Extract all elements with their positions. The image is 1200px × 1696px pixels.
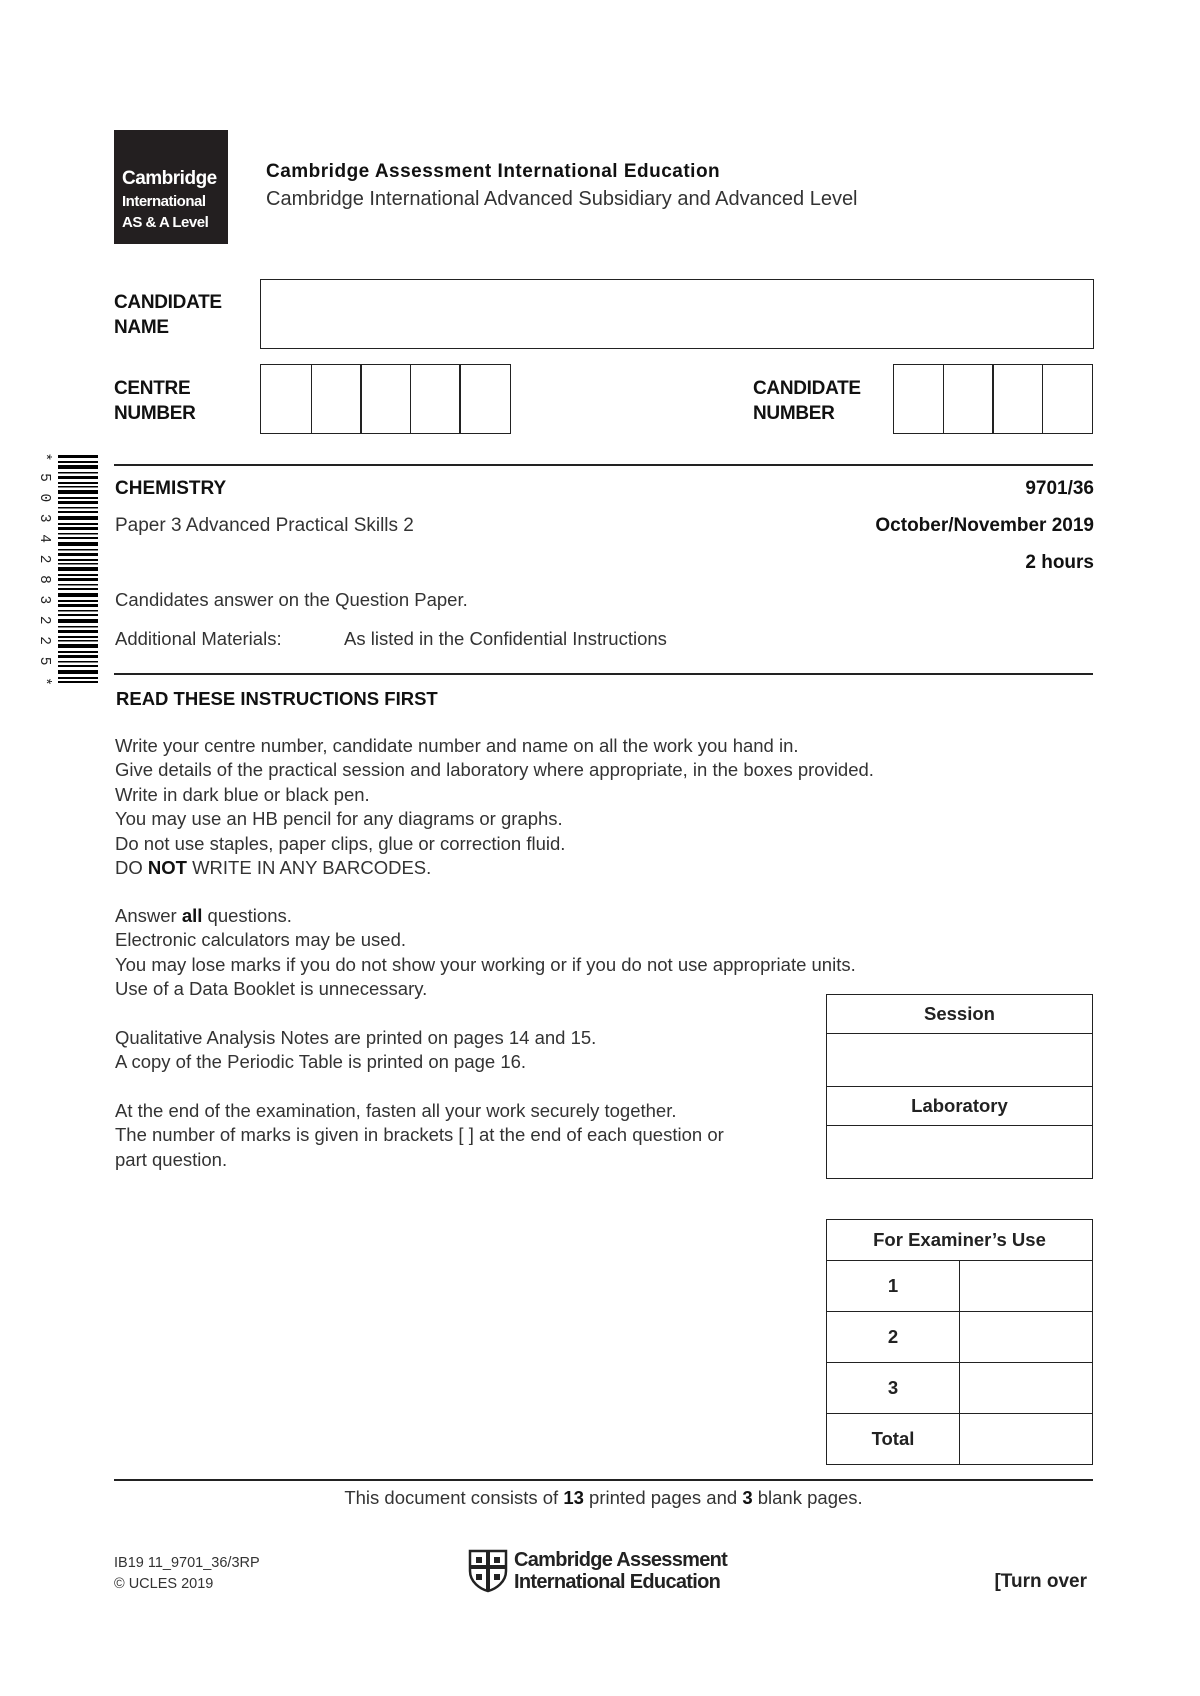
materials-value: As listed in the Confidential Instructions xyxy=(344,628,667,649)
candidate-number-digit[interactable] xyxy=(992,364,1043,434)
instruction-line: Electronic calculators may be used. xyxy=(115,929,406,951)
answer-note: Candidates answer on the Question Paper. xyxy=(115,589,468,610)
laboratory-label: Laboratory xyxy=(827,1087,1093,1126)
session-laboratory-table xyxy=(826,994,1093,1179)
paper-title: Paper 3 Advanced Practical Skills 2 xyxy=(115,515,414,536)
instruction-line: You may use an HB pencil for any diagrams or graphs. xyxy=(115,808,563,830)
document-reference xyxy=(114,1553,260,1595)
examiner-title: For Examiner’s Use xyxy=(827,1220,1093,1261)
reference-code: IB19 11_9701_36/3RP xyxy=(114,1555,260,1571)
divider xyxy=(114,1479,1093,1481)
total-mark-cell[interactable] xyxy=(960,1414,1093,1465)
instruction-line: Use of a Data Booklet is unnecessary. xyxy=(115,978,428,1000)
instruction-line: A copy of the Periodic Table is printed on page 16. xyxy=(115,1051,527,1073)
centre-number-digit[interactable] xyxy=(410,364,461,434)
logo-line-1: Cambridge xyxy=(122,168,217,189)
centre-number-digit[interactable] xyxy=(360,364,411,434)
qualification-title: Cambridge International Advanced Subsidiary and Advanced Level xyxy=(266,188,858,210)
organisation-name: Cambridge Assessment International Education xyxy=(266,161,721,182)
instruction-line: Answer all questions. xyxy=(115,905,292,926)
session-field[interactable] xyxy=(827,1034,1093,1087)
examiner-use-table xyxy=(826,1219,1093,1465)
exam-session: October/November 2019 xyxy=(875,515,1094,536)
logo-line-3: AS & A Level xyxy=(122,214,209,231)
instruction-line: Do not use staples, paper clips, glue or correction fluid. xyxy=(115,832,566,854)
candidate-number-digit[interactable] xyxy=(943,364,994,434)
instruction-line: Qualitative Analysis Notes are printed on pages 14 and 15. xyxy=(115,1027,597,1048)
materials-label: Additional Materials: xyxy=(115,628,282,649)
logo-line-2: International xyxy=(122,193,206,210)
instructions-block-2 xyxy=(115,904,856,1002)
instruction-line: Write in dark blue or black pen. xyxy=(115,783,370,805)
turn-over-note: [Turn over xyxy=(994,1571,1087,1592)
instruction-line: At the end of the examination, fasten all your work securely together. xyxy=(115,1100,677,1121)
barcode xyxy=(58,455,98,683)
candidate-name-label: CANDIDATE NAME xyxy=(114,292,222,338)
page-count-note: This document consists of 13 printed pages and 3 blank pages. xyxy=(344,1487,863,1508)
centre-number-digit[interactable] xyxy=(260,364,312,434)
candidate-number-field[interactable] xyxy=(893,364,1093,434)
instruction-line: DO NOT WRITE IN ANY BARCODES. xyxy=(115,857,432,879)
candidate-number-label: CANDIDATE NUMBER xyxy=(753,378,861,424)
duration: 2 hours xyxy=(1025,552,1094,573)
cambridge-shield-icon xyxy=(468,1549,508,1593)
instructions-block-1 xyxy=(115,734,874,880)
instruction-line: The number of marks is given in brackets [ ] at the end of each question or xyxy=(115,1124,724,1146)
centre-number-digit[interactable] xyxy=(459,364,511,434)
candidate-name-field[interactable] xyxy=(260,279,1094,349)
question-number: 1 xyxy=(827,1261,960,1312)
instruction-line: Write your centre number, candidate number and name on all the work you hand in. xyxy=(115,735,799,756)
copyright: © UCLES 2019 xyxy=(114,1576,214,1592)
instructions-heading: READ THESE INSTRUCTIONS FIRST xyxy=(116,688,438,709)
mark-cell[interactable] xyxy=(960,1312,1093,1363)
cambridge-logo xyxy=(114,130,228,244)
question-number: 3 xyxy=(827,1363,960,1414)
divider xyxy=(114,464,1093,466)
instructions-block-3 xyxy=(115,1026,596,1075)
instruction-line: part question. xyxy=(115,1148,228,1170)
candidate-number-digit[interactable] xyxy=(1042,364,1093,434)
instructions-block-4 xyxy=(115,1099,724,1172)
session-label: Session xyxy=(827,995,1093,1034)
laboratory-field[interactable] xyxy=(827,1126,1093,1179)
component-code: 9701/36 xyxy=(1025,478,1094,499)
instruction-line: Give details of the practical session and laboratory where appropriate, in the boxes provided. xyxy=(115,759,874,781)
mark-cell[interactable] xyxy=(960,1363,1093,1414)
instruction-line: You may lose marks if you do not show your working or if you do not use appropriate units. xyxy=(115,953,856,975)
centre-number-digit[interactable] xyxy=(311,364,362,434)
candidate-number-digit[interactable] xyxy=(893,364,944,434)
question-number: 2 xyxy=(827,1312,960,1363)
subject: CHEMISTRY xyxy=(115,478,227,499)
total-label: Total xyxy=(827,1414,960,1465)
divider xyxy=(114,673,1093,675)
mark-cell[interactable] xyxy=(960,1261,1093,1312)
centre-number-label: CENTRE NUMBER xyxy=(114,378,196,424)
barcode-number: * 5 0 3 4 2 8 3 2 2 5 * xyxy=(36,452,52,688)
centre-number-field[interactable] xyxy=(260,364,511,434)
cambridge-assessment-brand: Cambridge Assessment International Education xyxy=(514,1549,728,1593)
